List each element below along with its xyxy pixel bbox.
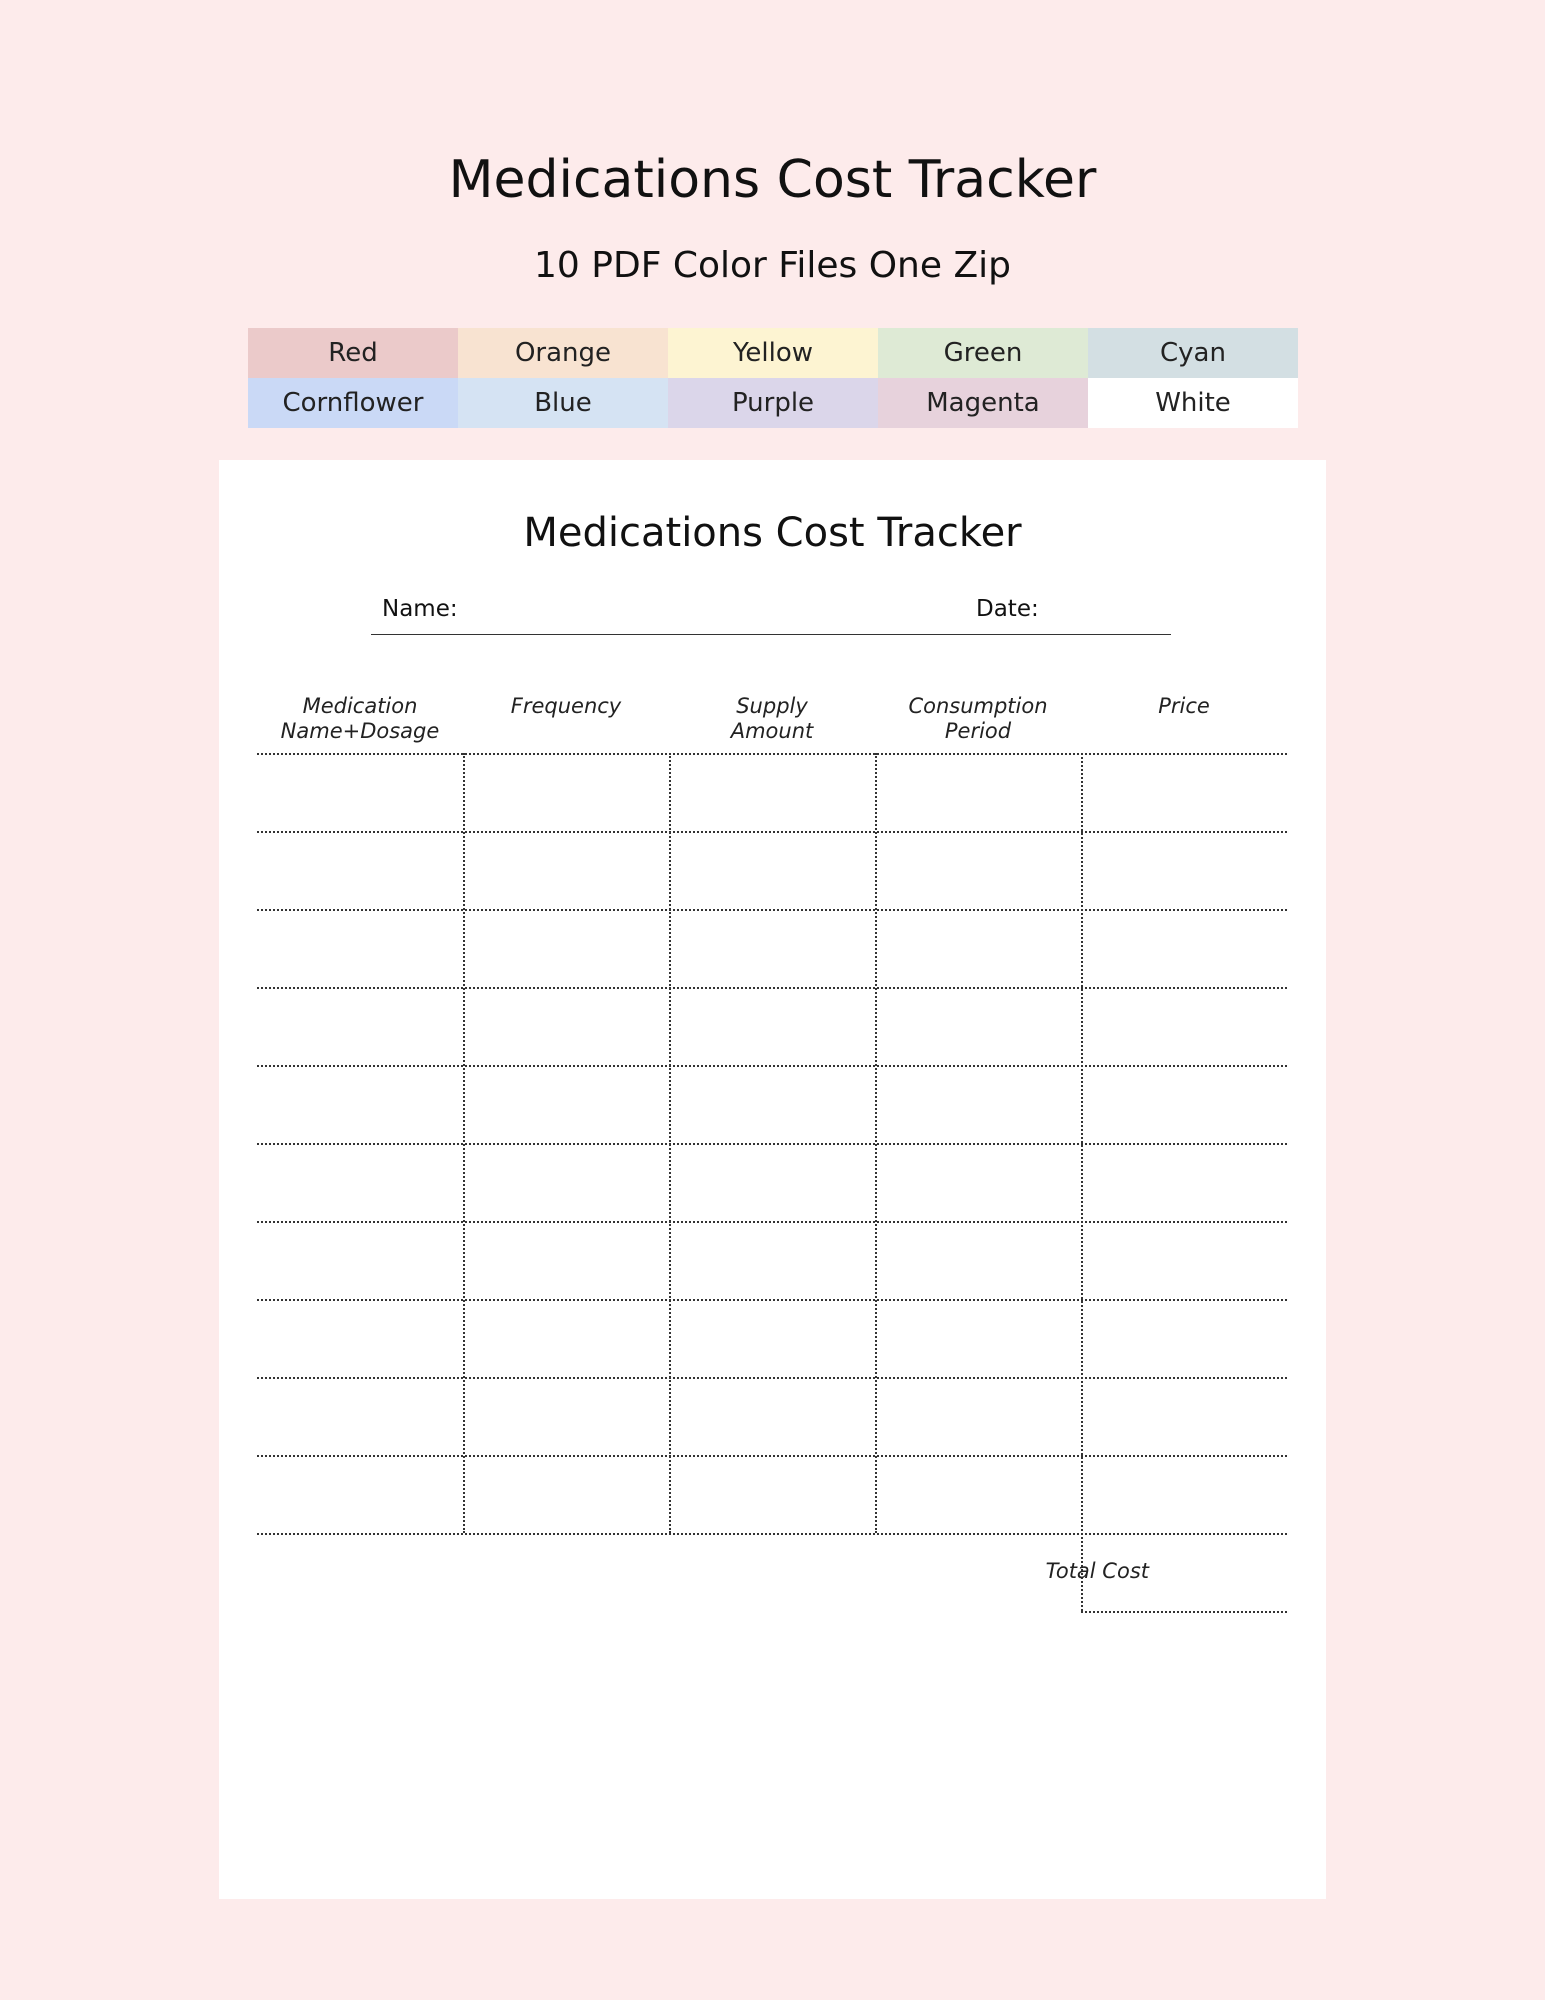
table-cell[interactable] bbox=[875, 753, 1081, 831]
table-cell[interactable] bbox=[1081, 1221, 1287, 1299]
table-cell[interactable] bbox=[1081, 909, 1287, 987]
column-header-5: Price bbox=[1158, 694, 1210, 718]
total-cost-box-line bbox=[1081, 1611, 1287, 1613]
table-cell[interactable] bbox=[669, 1377, 875, 1455]
table-cell[interactable] bbox=[1081, 753, 1287, 831]
table-cell[interactable] bbox=[463, 1455, 669, 1533]
swatch-cornflower: Cornflower bbox=[248, 378, 458, 428]
table-cell[interactable] bbox=[669, 1455, 875, 1533]
table-cell[interactable] bbox=[1081, 1143, 1287, 1221]
swatch-yellow: Yellow bbox=[668, 328, 878, 378]
page-title: Medications Cost Tracker bbox=[448, 150, 1097, 210]
table-cell[interactable] bbox=[257, 909, 463, 987]
table-cell[interactable] bbox=[875, 1221, 1081, 1299]
table-cell[interactable] bbox=[463, 1221, 669, 1299]
table-cell[interactable] bbox=[1081, 1455, 1287, 1533]
table-cell[interactable] bbox=[257, 1455, 463, 1533]
table-cell[interactable] bbox=[1081, 831, 1287, 909]
table-cell[interactable] bbox=[669, 909, 875, 987]
table-cell[interactable] bbox=[463, 1143, 669, 1221]
table-cell[interactable] bbox=[669, 753, 875, 831]
table-cell[interactable] bbox=[463, 1065, 669, 1143]
table-cell[interactable] bbox=[669, 1065, 875, 1143]
page-subtitle: 10 PDF Color Files One Zip bbox=[534, 245, 1011, 286]
table-cell[interactable] bbox=[875, 1377, 1081, 1455]
table-cell[interactable] bbox=[875, 987, 1081, 1065]
table-cell[interactable] bbox=[257, 1299, 463, 1377]
column-header-4: Consumption Period bbox=[908, 694, 1048, 743]
table-cell[interactable] bbox=[1081, 1299, 1287, 1377]
column-header-1: Medication Name+Dosage bbox=[280, 694, 440, 743]
swatch-white: White bbox=[1088, 378, 1298, 428]
table-cell[interactable] bbox=[257, 1377, 463, 1455]
total-cost-label: Total Cost bbox=[1045, 1559, 1149, 1583]
name-date-line[interactable] bbox=[371, 634, 1171, 635]
color-swatch-grid bbox=[248, 328, 1298, 428]
date-label: Date: bbox=[976, 596, 1039, 622]
table-cell[interactable] bbox=[669, 831, 875, 909]
table-cell[interactable] bbox=[875, 909, 1081, 987]
table-cell[interactable] bbox=[669, 1221, 875, 1299]
table-cell[interactable] bbox=[1081, 987, 1287, 1065]
table-cell[interactable] bbox=[463, 1377, 669, 1455]
table-cell[interactable] bbox=[875, 1299, 1081, 1377]
swatch-blue: Blue bbox=[458, 378, 668, 428]
column-header-2: Frequency bbox=[510, 694, 622, 718]
swatch-green: Green bbox=[878, 328, 1088, 378]
table-cell[interactable] bbox=[463, 1299, 669, 1377]
table-cell[interactable] bbox=[463, 753, 669, 831]
tracker-sheet bbox=[219, 460, 1326, 1899]
table-cell[interactable] bbox=[669, 987, 875, 1065]
table-cell[interactable] bbox=[257, 753, 463, 831]
swatch-orange: Orange bbox=[458, 328, 668, 378]
table-cell[interactable] bbox=[875, 1065, 1081, 1143]
sheet-title: Medications Cost Tracker bbox=[523, 510, 1022, 556]
table-cell[interactable] bbox=[257, 1143, 463, 1221]
table-cell[interactable] bbox=[463, 987, 669, 1065]
table-cell[interactable] bbox=[669, 1143, 875, 1221]
table-cell[interactable] bbox=[669, 1299, 875, 1377]
table-cell[interactable] bbox=[257, 987, 463, 1065]
table-cell[interactable] bbox=[463, 909, 669, 987]
table-cell[interactable] bbox=[463, 831, 669, 909]
table-cell[interactable] bbox=[875, 1455, 1081, 1533]
swatch-cyan: Cyan bbox=[1088, 328, 1298, 378]
table-cell[interactable] bbox=[1081, 1377, 1287, 1455]
swatch-red: Red bbox=[248, 328, 458, 378]
table-cell[interactable] bbox=[875, 1143, 1081, 1221]
table-cell[interactable] bbox=[257, 831, 463, 909]
swatch-purple: Purple bbox=[668, 378, 878, 428]
table-cell[interactable] bbox=[875, 831, 1081, 909]
swatch-magenta: Magenta bbox=[878, 378, 1088, 428]
name-label: Name: bbox=[382, 596, 458, 622]
table-cell[interactable] bbox=[257, 1221, 463, 1299]
table-cell[interactable] bbox=[1081, 1065, 1287, 1143]
table-cell[interactable] bbox=[257, 1065, 463, 1143]
column-header-3: Supply Amount bbox=[730, 694, 814, 743]
